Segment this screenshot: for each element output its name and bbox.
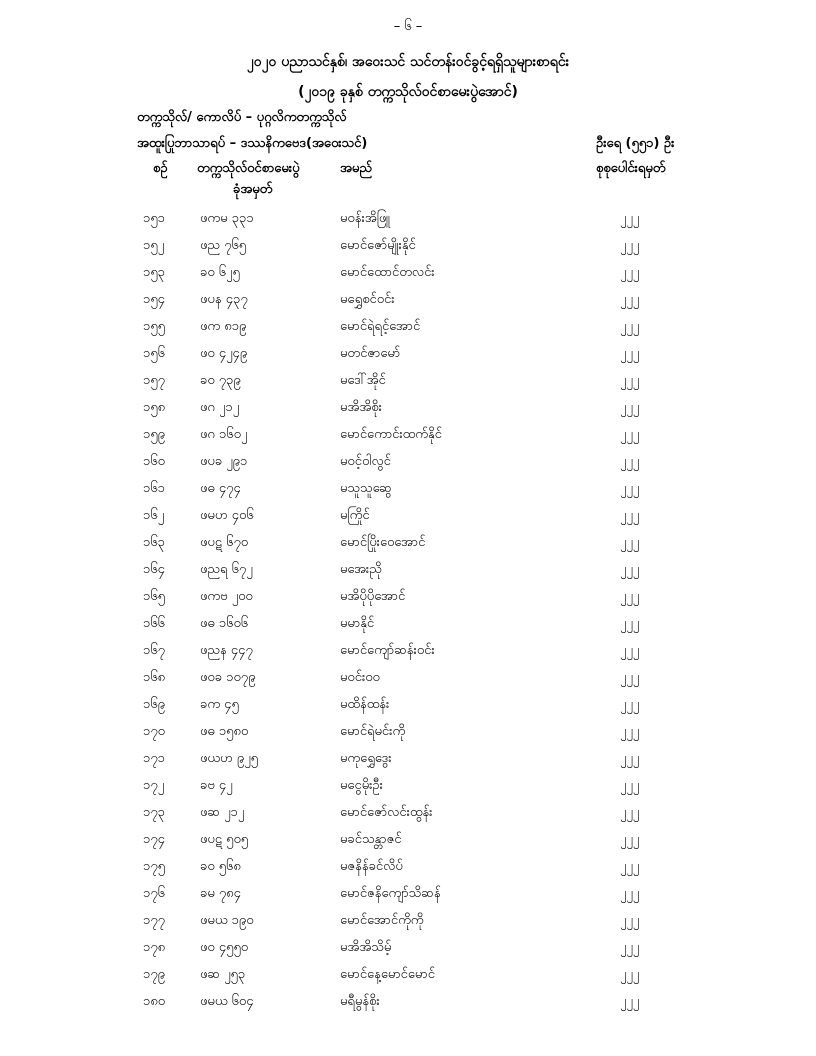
name-cell: မဝန်းအိဖြူ [340,211,391,226]
roll-number-cell: ဖဆ ၂၁၂ [200,805,245,820]
name-cell: မောင်ကောင်းထက်နိုင် [340,427,442,442]
serial-cell: ၁၇၅ [143,859,165,874]
table-row [0,561,816,588]
name-cell: မငွေမိုးဦး [340,778,383,793]
roll-number-cell: ဖပန ၄၃၇ [200,292,248,307]
serial-cell: ၁၇၄ [143,832,165,847]
roll-number-cell: ဖဝ ၄၅၅၀ [200,940,249,955]
total-count: ဦးရေ (၅၅၁) ဦး [596,136,675,151]
serial-cell: ၁၇၉ [143,967,165,982]
roll-number-cell: ခက ၄၅ [200,697,239,712]
serial-cell: ၁၅၃ [143,265,165,280]
roll-number-cell: ဖညရ ၆၇၂ [200,562,253,577]
roll-number-cell: ဖဂ ၂၁၂ [200,400,240,415]
roll-number-cell: ဖကဗ ၂၀၀ [200,589,253,604]
column-header-serial: စဉ် [153,161,168,176]
marks-cell: ၂၂၂ [620,481,640,496]
name-cell: မအိအိသိမ့် [340,940,392,955]
marks-cell: ၂၂၂ [620,886,640,901]
marks-cell: ၂၂၂ [620,400,640,415]
university-line: တက္ကသိုလ်/ ကောလိပ် – ပုဂ္ဂလိကတက္ကသိုလ် [137,110,347,125]
marks-cell: ၂၂၂ [620,238,640,253]
name-cell: မောင်ထောင်တလင်း [340,265,435,280]
name-cell: မောင်ရဲရင့်အောင် [340,319,421,334]
page-number: – ၆ – [393,19,423,34]
marks-cell: ၂၂၂ [620,535,640,550]
table-row [0,318,816,345]
serial-cell: ၁၆၀ [143,454,165,469]
roll-number-cell: ခဝ ၇၃၉ [200,373,241,388]
table-row [0,399,816,426]
serial-cell: ၁၅၄ [143,292,165,307]
marks-cell: ၂၂၂ [620,940,640,955]
roll-number-cell: ဖည ၇၆၅ [200,238,247,253]
marks-cell: ၂၂၂ [620,427,640,442]
name-cell: မောင်ပြိုးဝေအောင် [340,535,426,550]
name-cell: မကြိုင် [340,508,370,523]
table-row [0,912,816,939]
name-cell: မသူသူဆွေ [340,481,392,496]
roll-number-cell: ဖဓ ၁၅၈၀ [200,724,249,739]
serial-cell: ၁၆၅ [143,589,165,604]
roll-number-cell: ဖပဋ ၅၀၅ [200,832,249,847]
serial-cell: ၁၅၁ [143,211,165,226]
marks-cell: ၂၂၂ [620,562,640,577]
marks-cell: ၂၂၂ [620,697,640,712]
roll-number-cell: ခဝ ၅၆၈ [200,859,241,874]
table-row [0,804,816,831]
document-subtitle: (၂၀၁၉ ခုနှစ် တက္ကသိုလ်ဝင်စာမေးပွဲအောင်) [298,84,518,100]
serial-cell: ၁၈၀ [143,994,166,1009]
table-row [0,534,816,561]
serial-cell: ၁၇၂ [143,778,165,793]
marks-cell: ၂၂၂ [620,265,640,280]
name-cell: မဝင်းဝဝ [340,670,380,685]
table-row [0,507,816,534]
serial-cell: ၁၅၂ [143,238,165,253]
table-row [0,237,816,264]
name-cell: မရီမွန်စိုး [340,994,380,1009]
column-header-total-marks: စုစုပေါင်းရမှတ် [596,161,666,176]
name-cell: မောင်ဇော်မျိုးနိုင် [340,238,416,253]
marks-cell: ၂၂၂ [620,724,640,739]
marks-cell: ၂၂၂ [620,373,640,388]
roll-number-cell: ဖကမ ၃၃၁ [200,211,254,226]
roll-number-cell: ဖဂ ၁၆၀၂ [200,427,248,442]
serial-cell: ၁၅၆ [143,346,165,361]
serial-cell: ၁၆၂ [143,508,165,523]
serial-cell: ၁၆၆ [143,616,165,631]
roll-number-cell: ဖဝခ ၁၀၇၉ [200,670,256,685]
marks-cell: ၂၂၂ [620,643,640,658]
name-cell: မောင်အောင်ကိုကို [340,913,424,928]
roll-number-cell: ဖပခ ၂၉၁ [200,454,248,469]
name-cell: မအိအိစိုး [340,400,382,415]
roll-number-cell: ဖမယ ၆၀၄ [200,994,254,1009]
roll-number-cell: ဖမယ ၁၉၀ [200,913,254,928]
table-row [0,696,816,723]
roll-number-cell: ဖမဟ ၄၀၆ [200,508,254,523]
serial-cell: ၁၇၆ [143,886,165,901]
marks-cell: ၂၂၂ [620,832,640,847]
student-list [0,210,816,1020]
serial-cell: ၁၆၈ [143,670,166,685]
marks-cell: ၂၂၂ [620,319,640,334]
name-cell: မထိန်ထန်း [340,697,390,712]
name-cell: မအိပိုပိုအောင် [340,589,406,604]
table-row [0,831,816,858]
column-header-roll-number-line2: ခုံအမှတ် [233,182,273,197]
table-row [0,210,816,237]
name-cell: မခင်သန္တာဇင် [340,832,402,847]
name-cell: မောင်ဇနိကျော်သိဆန် [340,886,441,901]
column-header-roll-number: တက္ကသိုလ်ဝင်စာမေးပွဲ [197,161,300,176]
table-row [0,453,816,480]
roll-number-cell: ဖဝ ၄၂၄၉ [200,346,248,361]
marks-cell: ၂၂၂ [620,292,640,307]
roll-number-cell: ဖဓ ၄၇၄ [200,481,241,496]
serial-cell: ၁၅၅ [143,319,165,334]
name-cell: မဒေါ်အိုင် [340,373,386,388]
table-row [0,966,816,993]
table-row [0,939,816,966]
table-row [0,669,816,696]
serial-cell: ၁၇၀ [143,724,165,739]
name-cell: မအေးညို [340,562,382,577]
major-line: အထူးပြုဘာသာရပ် – ဒဿနိကဗေဒ(အဝေးသင်) [137,136,368,151]
roll-number-cell: ဖဆ ၂၅၃ [200,967,246,982]
name-cell: မဝင့်ဝါလွင် [340,454,391,469]
roll-number-cell: ဖက ၈၁၉ [200,319,247,334]
serial-cell: ၁၇၃ [143,805,165,820]
serial-cell: ၁၅၈ [143,400,166,415]
name-cell: မောင်ဇော်လင်းထွန်း [340,805,433,820]
serial-cell: ၁၆၄ [143,562,165,577]
table-row [0,777,816,804]
roll-number-cell: ဖဓ ၁၆၀၆ [200,616,249,631]
marks-cell: ၂၂၂ [620,589,640,604]
table-row [0,588,816,615]
name-cell: မကုရွှေဒွေး [340,751,392,766]
table-row [0,426,816,453]
name-cell: မတင်ဇာမော် [340,346,401,361]
table-row [0,480,816,507]
table-row [0,723,816,750]
serial-cell: ၁၇၇ [143,913,165,928]
serial-cell: ၁၅၉ [143,427,165,442]
marks-cell: ၂၂၂ [620,454,640,469]
roll-number-cell: ဖပဋ ၆၇၀ [200,535,249,550]
roll-number-cell: ခဝ ၆၂၅ [200,265,240,280]
marks-cell: ၂၂၂ [620,346,640,361]
roll-number-cell: ခဗ ၄၂ [200,778,233,793]
marks-cell: ၂၂၂ [620,508,640,523]
table-row [0,858,816,885]
marks-cell: ၂၂၂ [620,805,640,820]
marks-cell: ၂၂၂ [620,670,640,685]
document-title: ၂၀၂၀ ပညာသင်နှစ်၊ အဝေးသင် သင်တန်းဝင်ခွင့်ရရှိသူများစာရင်း [246,54,570,70]
table-row [0,750,816,777]
marks-cell: ၂၂၂ [620,211,640,226]
table-row [0,264,816,291]
table-row [0,642,816,669]
name-cell: မောင်နေ့မောင်မောင် [340,967,435,982]
name-cell: မရွှေစင်ဝင်း [340,292,395,307]
marks-cell: ၂၂၂ [620,994,640,1009]
marks-cell: ၂၂၂ [620,751,640,766]
serial-cell: ၁၅၇ [143,373,165,388]
roll-number-cell: ဖယဟ ၉၂၅ [200,751,258,766]
table-row [0,615,816,642]
table-row [0,993,816,1020]
table-row [0,372,816,399]
marks-cell: ၂၂၂ [620,913,640,928]
serial-cell: ၁၆၁ [143,481,165,496]
marks-cell: ၂၂၂ [620,778,640,793]
name-cell: မမာနိုင် [340,616,375,631]
table-row [0,291,816,318]
marks-cell: ၂၂၂ [620,616,640,631]
serial-cell: ၁၇၁ [143,751,165,766]
serial-cell: ၁၇၈ [143,940,166,955]
table-row [0,885,816,912]
serial-cell: ၁၆၉ [143,697,165,712]
serial-cell: ၁၆၃ [143,535,165,550]
roll-number-cell: ခမ ၇၈၄ [200,886,241,901]
table-row [0,345,816,372]
roll-number-cell: ဖညန ၄၄၇ [200,643,253,658]
name-cell: မောင်ကျော်ဆန်းဝင်း [340,643,435,658]
marks-cell: ၂၂၂ [620,967,640,982]
name-cell: မဇနိန်ခင်လိပ် [340,859,403,874]
serial-cell: ၁၆၇ [143,643,165,658]
column-header-name: အမည် [340,161,372,176]
name-cell: မောင်ရဲမင်းကို [340,724,406,739]
marks-cell: ၂၂၂ [620,859,640,874]
